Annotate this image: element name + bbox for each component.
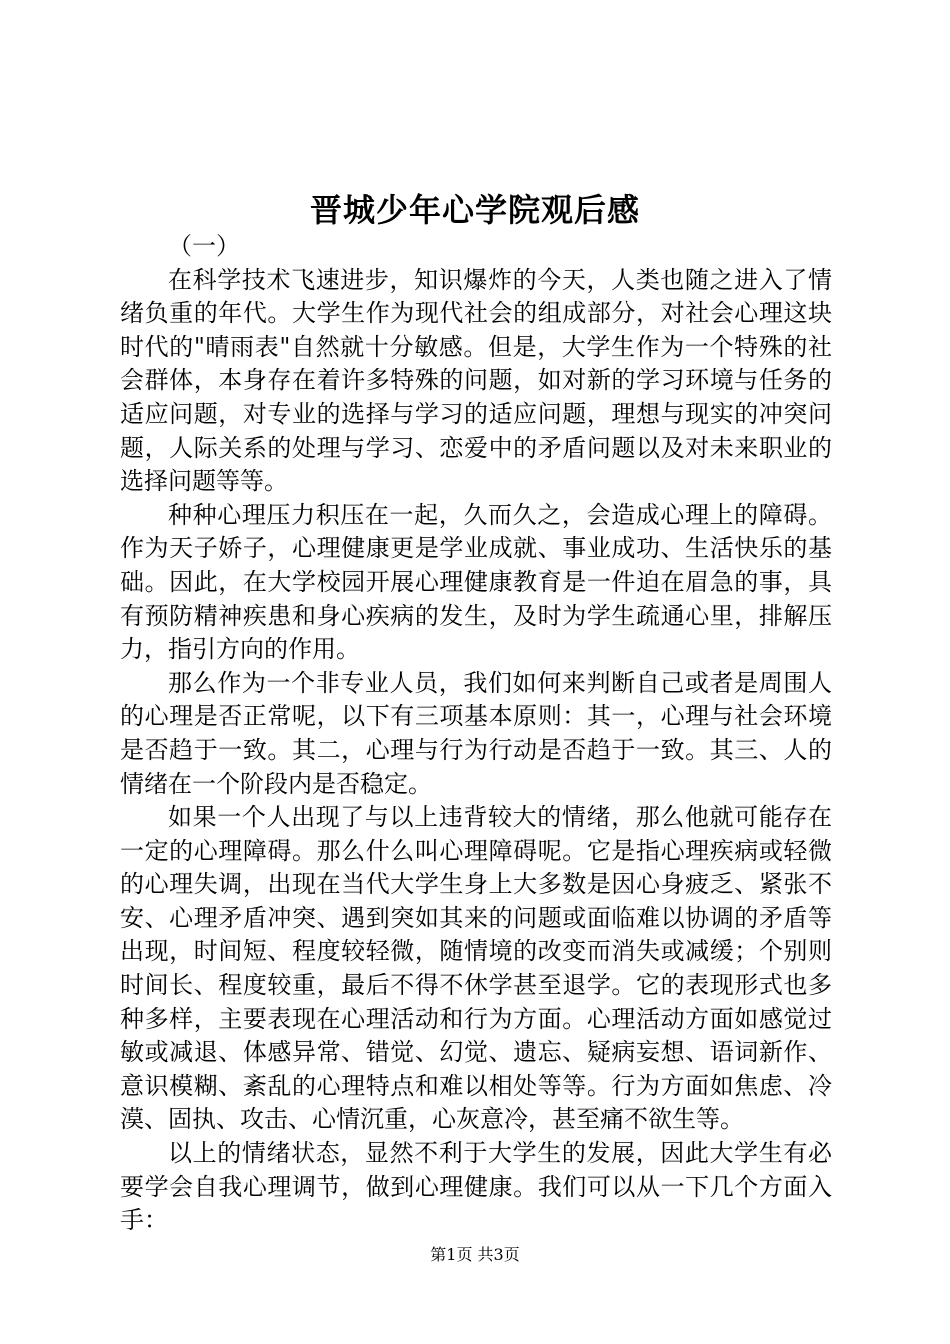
- paragraph-5: 以上的情绪状态，显然不利于大学生的发展，因此大学生有必要学会自我心理调节，做到心理健康。我们可以从一下几个方面入手：: [120, 1139, 832, 1235]
- paragraph-2: 种种心理压力积压在一起，久而久之，会造成心理上的障碍。作为天子娇子，心理健康更是学业成就、事业成功、生活快乐的基础。因此，在大学校园开展心理健康教育是一件迫在眉急的事，具有预防精神疾患和身心疾病的发生，及时为学生疏通心里，排解压力，指引方向的作用。: [120, 500, 832, 664]
- page-footer: 第1页 共3页: [430, 1245, 520, 1264]
- section-label: （一）: [168, 232, 240, 260]
- document-title: 晋城少年心学院观后感: [309, 191, 640, 229]
- paragraph-3: 那么作为一个非专业人员，我们如何来判断自己或者是周围人的心理是否正常呢，以下有三项基本原则：其一，心理与社会环境是否趋于一致。其二，心理与行为行动是否趋于一致。其三、人的情绪在一个阶段内是否稳定。: [120, 668, 832, 798]
- document-body: [120, 230, 832, 1238]
- paragraph-1: 在科学技术飞速进步，知识爆炸的今天，人类也随之进入了情绪负重的年代。大学生作为现代社会的组成部分，对社会心理这块时代的"晴雨表"自然就十分敏感。但是，大学生作为一个特殊的社会群体，本身存在着许多特殊的问题，如对新的学习环境与任务的适应问题，对专业的选择与学习的适应问题，理想与现实的冲突问题，人际关系的处理与学习、恋爱中的矛盾问题以及对未来职业的选择问题等等。: [120, 265, 832, 496]
- paragraph-4: 如果一个人出现了与以上违背较大的情绪，那么他就可能存在一定的心理障碍。那么什么叫心理障碍呢。它是指心理疾病或轻微的心理失调，出现在当代大学生身上大多数是因心身疲乏、紧张不安、心理矛盾冲突、遇到突如其来的问题或面临难以协调的矛盾等出现，时间短、程度较轻微，随情境的改变而消失或减缓；个别则时间长、程度较重，最后不得不休学甚至退学。它的表现形式也多种多样，主要表现在心理活动和行为方面。心理活动方面如感觉过敏或减退、体感异常、错觉、幻觉、遗忘、疑病妄想、语词新作、意识模糊、紊乱的心理特点和难以相处等等。行为方面如焦虑、冷漠、固执、攻击、心情沉重，心灰意冷，甚至痛不欲生等。: [120, 803, 832, 1134]
